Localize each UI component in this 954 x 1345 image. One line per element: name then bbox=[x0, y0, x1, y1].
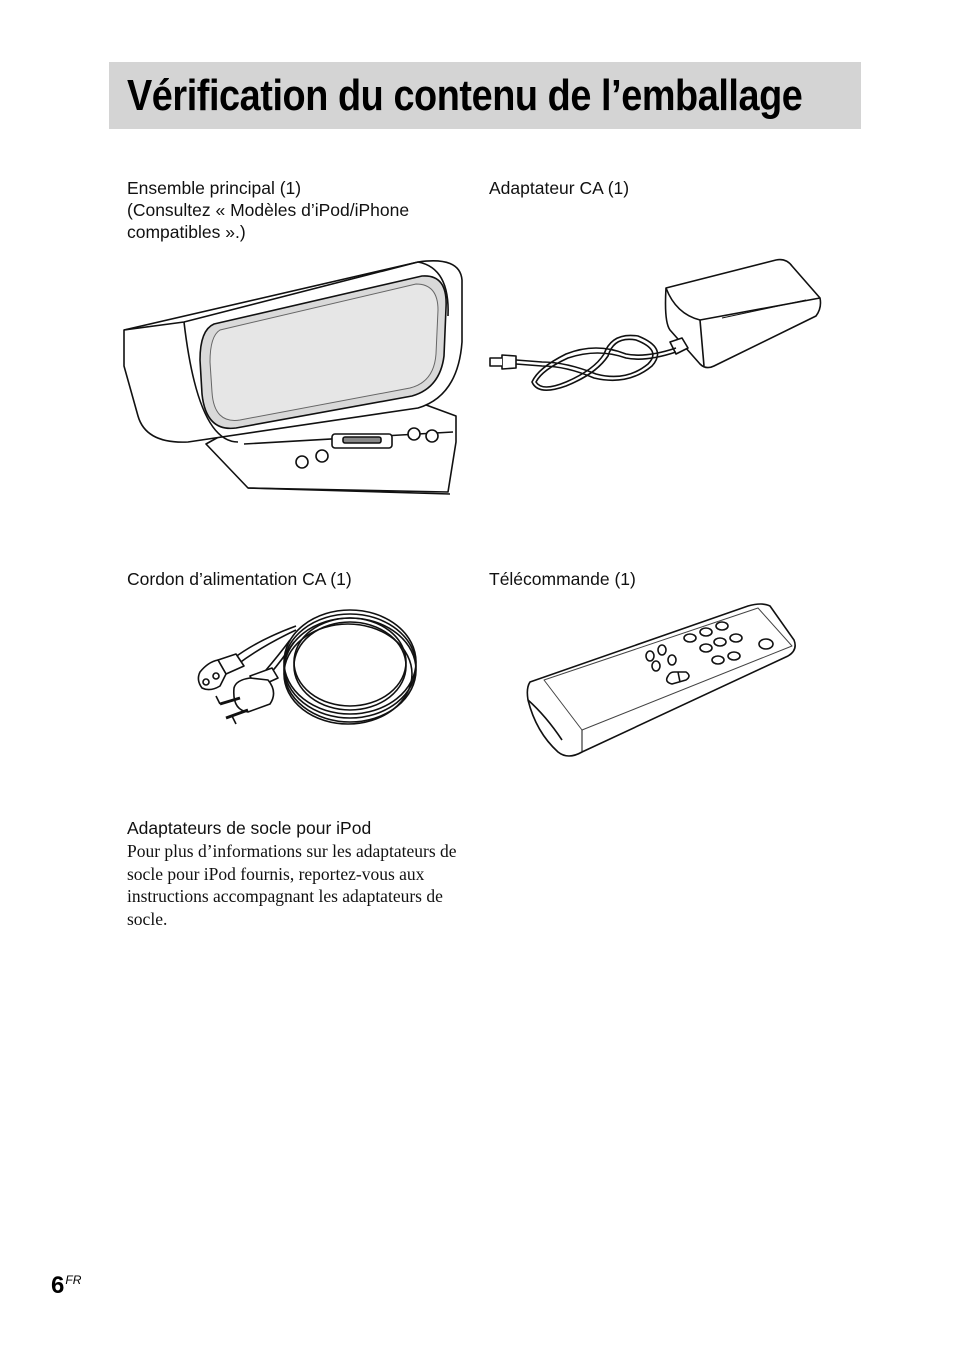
main-unit-label bbox=[127, 177, 409, 243]
page-language-suffix: FR bbox=[65, 1273, 82, 1287]
main-unit-label-line-2: (Consultez « Modèles d’iPod/iPhone bbox=[127, 200, 410, 220]
remote-label: Télécommande (1) bbox=[489, 569, 636, 589]
title-bar bbox=[109, 62, 861, 129]
dock-adapters-description bbox=[127, 840, 487, 930]
remote-control-illustration bbox=[522, 600, 802, 765]
description-line-4: socle. bbox=[127, 908, 168, 929]
ac-adapter-label: Adaptateur CA (1) bbox=[489, 178, 630, 198]
power-cord-label: Cordon d’alimentation CA (1) bbox=[127, 569, 352, 589]
description-line-2: socle pour iPod fournis, reportez-vous aux bbox=[127, 863, 425, 884]
speaker-dock-illustration bbox=[118, 256, 468, 501]
main-unit-label-line-1: Ensemble principal (1) bbox=[127, 178, 302, 198]
description-line-1: Pour plus d’informations sur les adaptateurs de bbox=[127, 841, 457, 861]
dock-adapters-label: Adaptateurs de socle pour iPod bbox=[127, 818, 372, 838]
page-number-value: 6 bbox=[51, 1272, 65, 1299]
description-line-3: instructions accompagnant les adaptateurs de bbox=[127, 886, 443, 906]
page-number bbox=[51, 1266, 81, 1300]
power-cord-illustration bbox=[178, 600, 423, 735]
ac-adapter-illustration bbox=[486, 258, 826, 398]
page-title: Vérification du contenu de l’emballage bbox=[127, 71, 803, 120]
main-unit-label-line-3: compatibles ».) bbox=[127, 222, 246, 242]
